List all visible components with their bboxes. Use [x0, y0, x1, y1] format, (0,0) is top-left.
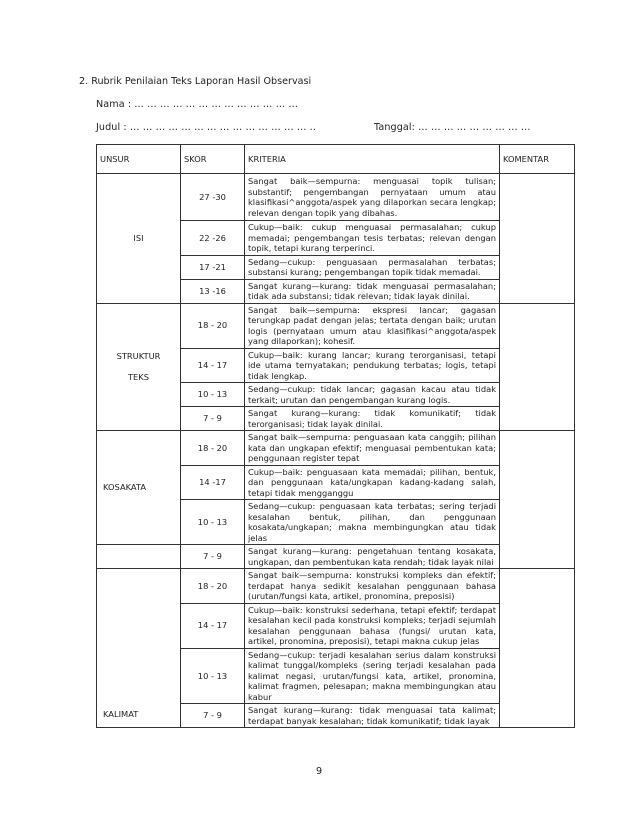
kriteria-cell: Sangat kurang—kurang: tidak komunikatif; tidak terorganisasi; tidak layak dinilai. [245, 407, 500, 431]
skor-cell: 10 - 13 [181, 383, 245, 407]
kriteria-cell: Cukup—baik: konstruksi sederhana, tetapi efektif; terdapat kesalahan kecil pada konstruksi kompleks; terjadi sejumlah kesalahan penggunaan bahasa (fungsi/ urutan kata, artikel, pronomina, preposisi), tetapi makna cukup jelas [245, 603, 500, 648]
kriteria-cell: Sangat baik—sempurna: penguasaan kata canggih; pilihan kata dan ungkapan efektif; menguasai pembentukan kata; penggunaan register tepat [245, 431, 500, 466]
tanggal-field: Tanggal: … … … … … … … … … [374, 122, 531, 133]
unsur-struktur-teks: STRUKTUR TEKS [97, 303, 181, 431]
skor-cell: 18 - 20 [181, 303, 245, 348]
kriteria-cell: Sedang—cukup: tidak lancar; gagasan kacau atau tidak terkait; urutan dan pengembangan kurang logis. [245, 383, 500, 407]
komentar-cell-kosakata [500, 431, 575, 569]
skor-cell: 10 - 13 [181, 500, 245, 545]
komentar-cell-isi [500, 174, 575, 304]
kriteria-cell: Sedang—cukup: penguasaan permasalahan terbatas; substansi kurang; pengembangan topik tidak memadai. [245, 255, 500, 279]
kriteria-cell: Sangat kurang—kurang: pengetahuan tentang kosakata, ungkapan, dan pembentukan kata rendah; tidak layak nilai [245, 545, 500, 569]
kriteria-cell: Sangat baik—sempurna: ekspresi lancar; gagasan terungkap padat dengan jelas; tertata dengan baik; urutan logis (pernyataan umum atau klasifikasi^anggota/aspek yang dilaporkan); kohesif. [245, 303, 500, 348]
skor-cell: 17 -21 [181, 255, 245, 279]
skor-cell: 14 -17 [181, 465, 245, 500]
judul-field: Judul : … … … … … … … … … … … … … … .. [96, 122, 316, 133]
unsur-isi: ISI [97, 174, 181, 304]
kriteria-cell: Cukup—baik: kurang lancar; kurang terorganisasi, tetapi ide utama ternyatakan; pendukung terbatas; logis, tetapi tidak lengkap. [245, 348, 500, 383]
skor-cell: 18 - 20 [181, 431, 245, 466]
kriteria-cell: Sedang—cukup: penguasaan kata terbatas; sering terjadi kesalahan bentuk, pilihan, dan penggunaan kosakata/ungkapan; makna membingungkan atau tidak jelas [245, 500, 500, 545]
skor-cell: 14 - 17 [181, 603, 245, 648]
skor-cell: 10 - 13 [181, 648, 245, 704]
table-row [97, 174, 575, 221]
rubric-table [96, 144, 575, 728]
header-kriteria: KRITERIA [245, 145, 500, 174]
kriteria-cell: Sedang—cukup: terjadi kesalahan serius dalam konstruksi kalimat tunggal/kompleks (sering terjadi kesalahan pada kalimat negasi, urutan/fungsi kata, artikel, pronomina, kalimat fragmen, pelesapan; makna membingungkan atau kabur [245, 648, 500, 704]
kriteria-cell: Sangat baik—sempurna: konstruksi kompleks dan efektif; terdapat hanya sedikit kesalahan penggunaan bahasa (urutan/fungsi kata, artikel, pronomina, preposisi) [245, 569, 500, 604]
header-skor: SKOR [181, 145, 245, 174]
skor-cell: 7 - 9 [181, 704, 245, 728]
skor-cell: 13 -16 [181, 279, 245, 303]
header-komentar: KOMENTAR [500, 145, 575, 174]
skor-cell: 22 -26 [181, 221, 245, 256]
skor-cell: 7 - 9 [181, 407, 245, 431]
komentar-cell-kalimat [500, 569, 575, 728]
kriteria-cell: Sangat kurang—kurang: tidak menguasai permasalahan; tidak ada substansi; tidak relevan; tidak layak dinilai. [245, 279, 500, 303]
kriteria-cell: Sangat baik—sempurna: menguasai topik tulisan; substantif; pengembangan pernyataan umum atau klasifikasi^anggota/aspek yang dilaporkan secara lengkap; relevan dengan topik yang dibahas. [245, 174, 500, 221]
table-row [97, 303, 575, 348]
skor-cell: 18 - 20 [181, 569, 245, 604]
unsur-kosakata: KOSAKATA [97, 431, 181, 545]
unsur-kalimat: KALIMAT [97, 569, 181, 728]
nama-field: Nama : … … … … … … … … … … … … … [96, 99, 299, 110]
kriteria-cell: Cukup—baik: penguasaan kata memadai; pilihan, bentuk, dan penggunaan kata/ungkapan kadang-kadang salah, tetapi tidak mengganggu [245, 465, 500, 500]
header-unsur: UNSUR [97, 145, 181, 174]
unsur-empty [97, 545, 181, 569]
page-number: 9 [315, 766, 323, 777]
komentar-cell-struktur [500, 303, 575, 431]
skor-cell: 7 - 9 [181, 545, 245, 569]
table-row [97, 431, 575, 466]
table-row [97, 569, 575, 604]
kriteria-cell: Cukup—baik: cukup menguasai permasalahan; cukup memadai; pengembangan tesis terbatas; relevan dengan topik, tetapi kurang terperinci. [245, 221, 500, 256]
table-header-row [97, 145, 575, 174]
skor-cell: 27 -30 [181, 174, 245, 221]
skor-cell: 14 - 17 [181, 348, 245, 383]
kriteria-cell: Sangat kurang—kurang: tidak menguasai tata kalimat; terdapat banyak kesalahan; tidak komunikatif; tidak layak [245, 704, 500, 728]
section-heading: 2. Rubrik Penilaian Teks Laporan Hasil Observasi [79, 76, 312, 87]
